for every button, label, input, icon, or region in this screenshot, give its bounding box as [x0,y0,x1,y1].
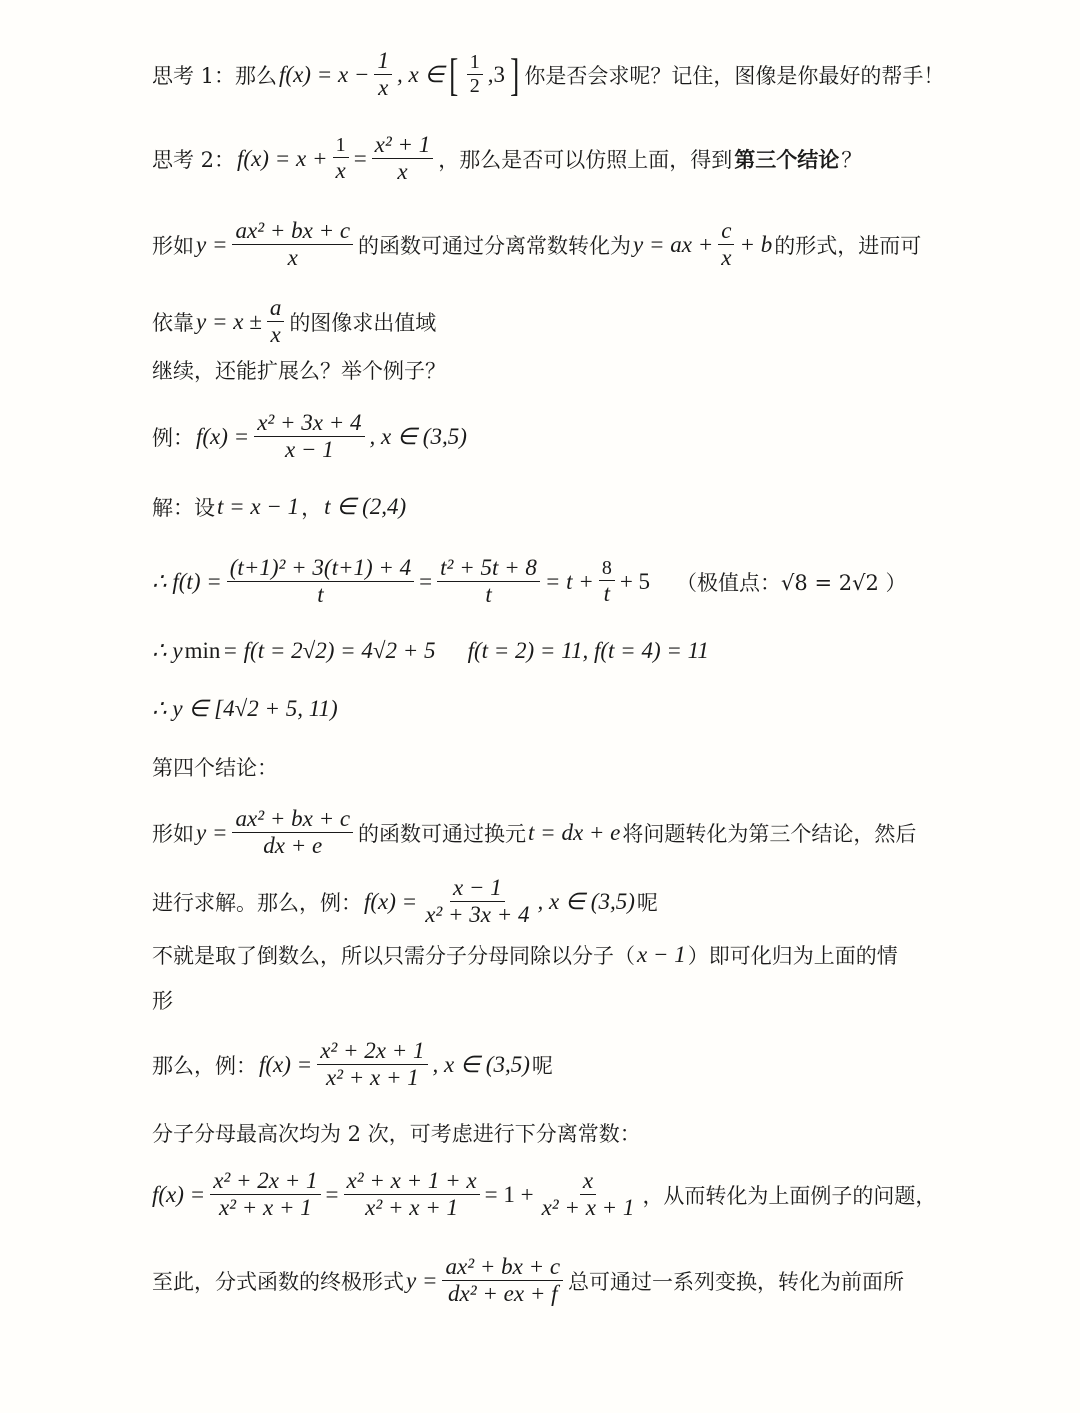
fraction: $\frac{1}{2}$ [467,51,483,98]
fraction: $\frac{\text{x² + 3x + 4}}{x - 1}$ [254,410,364,464]
form-statement: 形如 y = $\frac{\text{ax² + bx + c}}{x}$ 的函数可通过分离常数转化为 y = ax + $\frac{c}{x}$ + b 的形式，进而可 [152,218,922,271]
solution-derivation: ∴ f(t) = $\frac{\text{(t+1)² + 3(t+1) + 4}}{t}$ = $\frac{\text{t² + 5t + 8}}{t}$ = t + $\frac{8}{t}$ + 5 （极值点：√8 = 2√2 ） [152,555,907,608]
fraction: $\frac{\text{t² + 5t + 8}}{t}$ [437,555,540,609]
fraction: $\frac{\text{x² + 2x + 1}}{\text{x² + x + 1}}$ [210,1168,320,1222]
fourth-conclusion-heading: 第四个结论： [152,756,278,780]
fraction: $\frac{x - 1}{\text{x² + 3x + 4}}$ [425,875,530,928]
fraction: $\frac{\text{ax² + bx + c}}{\text{dx² + ex + f}}$ [442,1254,563,1308]
fraction: $\frac{\text{ax² + bx + c}}{x}$ [232,218,353,272]
fraction: $\frac{\text{x² + 1}}{x}$ [372,132,434,186]
fraction: $\frac{a}{x}$ [267,295,285,349]
fraction: $\frac{1}{x}$ [332,134,348,184]
thought-1: 思考 1：那么 f(x) = x − $\frac{1}{x}$ , x ∈ [ $\frac{1}{2}$ ,3 ] 你是否会求呢？记住，图像是你最好的帮手！ [152,48,945,101]
fraction: $\frac{\text{x² + x + 1 + x}}{\text{x² + x + 1}}$ [344,1168,480,1222]
fraction: $\frac{\text{ax² + bx + c}}{dx + e}$ [232,806,353,860]
solution-setup: 解：设 t = x − 1 ， t ∈ (2,4) [152,494,407,520]
example-3: 那么，例： f(x) = $\frac{\text{x² + 2x + 1}}{\text{x² + x + 1}}$ , x ∈ (3,5) 呢 [152,1038,553,1091]
reciprocal-note-cont: 形 [152,989,173,1013]
minimum-value: ∴ y min = f(t = 2√2) = 4√2 + 5 f(t = 2) = 11, f(t = 4) = 11 [152,638,709,663]
reciprocal-note: 不就是取了倒数么，所以只需分子分母同除以分子（ x − 1 ）即可化归为上面的情 [152,942,898,968]
fourth-conclusion: 形如 y = $\frac{\text{ax² + bx + c}}{dx + e}$ 的函数可通过换元 t = dx + e 将问题转化为第三个结论，然后 [152,806,917,859]
fraction: $\frac{\text{x² + 2x + 1}}{\text{x² + x + 1}}$ [317,1038,427,1092]
thought-2: 思考 2： f(x) = x + $\frac{1}{x}$ = $\frac{\text{x² + 1}}{x}$ ，那么是否可以仿照上面，得到 第三个结论 ？ [152,132,863,185]
fraction: $\frac{x}{\text{x² + x + 1}}$ [541,1168,635,1221]
final-form: 至此，分式函数的终极形式 y = $\frac{\text{ax² + bx + c}}{\text{dx² + ex + f}}$ 总可通过一系列变换，转化为前面所 [152,1254,905,1307]
continue-text: 继续，还能扩展么？举个例子？ [152,359,446,383]
range-result: ∴ y ∈ [4√2 + 5, 11) [152,696,338,721]
example-1: 例： f(x) = $\frac{\text{x² + 3x + 4}}{x - 1}$ , x ∈ (3,5) [152,410,467,463]
fraction: $\frac{\text{(t+1)² + 3(t+1) + 4}}{t}$ [227,555,414,609]
fraction: $\frac{1}{x}$ [374,48,392,102]
fraction: $\frac{8}{t}$ [599,557,615,607]
example-2: 进行求解。那么，例： f(x) = $\frac{x - 1}{\text{x² + 3x + 4}}$ , x ∈ (3,5) 呢 [152,875,658,928]
separation-derivation: f(x) = $\frac{\text{x² + 2x + 1}}{\text{x² + x + 1}}$ = $\frac{\text{x² + x + 1 + x}}{\text{x² + x + 1}}$ = 1 + $\frac{x}{\text{x² + x + 1}}$ ，从而转化为上面例子的问题， [152,1168,937,1221]
rely-statement: 依靠 y = x ± $\frac{a}{x}$ 的图像求出值域 [152,295,437,348]
fraction: $\frac{c}{x}$ [718,218,734,272]
degree-note: 分子分母最高次均为 2 次，可考虑进行下分离常数： [152,1122,641,1146]
